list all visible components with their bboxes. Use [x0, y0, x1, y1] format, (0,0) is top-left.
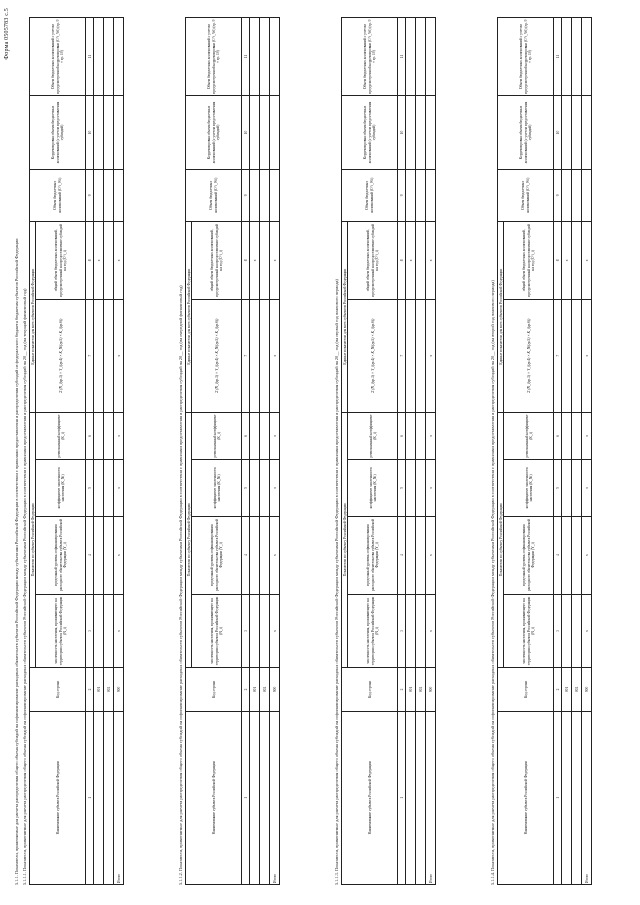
cell-col-6[interactable] — [94, 412, 104, 460]
col-header-pop: численность населения, проживающего на территории субъекта Российской Федерации (N_i) — [504, 594, 554, 668]
column-numbers-row — [86, 18, 94, 885]
total-col-9[interactable] — [114, 169, 124, 221]
cell-name[interactable] — [416, 711, 426, 884]
column-number: 5 — [242, 460, 250, 516]
cell-code: 001 — [406, 668, 416, 711]
cell-col-9[interactable] — [94, 169, 104, 221]
total-col-3[interactable]: x — [426, 594, 436, 668]
cell-col-7[interactable] — [572, 299, 582, 412]
section-3 — [334, 17, 436, 885]
total-label: Итого — [270, 711, 280, 884]
section-title: 5.1.1.1. Показатели, применяемые для расчета распределения общего объема субсидий на софинансирование расходных обязательств субъектов Российской Федерации между субъектами Российской Федерации в соответствии с правилами предоставления и распределения субсидий на 20__ год (на текущий финансовый год) — [22, 288, 27, 885]
total-col-4[interactable]: x — [114, 516, 124, 594]
cell-col-3[interactable] — [94, 594, 104, 668]
total-col-10[interactable] — [114, 96, 124, 170]
cell-col-8[interactable]: x — [94, 221, 104, 299]
column-number: 7 — [554, 299, 562, 412]
column-number: 1 — [86, 711, 94, 884]
col-header-pop: численность населения, проживающего на территории субъекта Российской Федерации (N_i) — [348, 594, 398, 668]
total-col-6[interactable]: x — [114, 412, 124, 460]
col-header-indicators-group: Показатели по субъекту Российской Федерации — [186, 412, 192, 668]
column-number: 4 — [554, 516, 562, 594]
cell-col-7[interactable] — [562, 299, 572, 412]
cell-col-3[interactable] — [416, 594, 426, 668]
cell-col-8[interactable]: x — [250, 221, 260, 299]
cell-col-8[interactable] — [104, 221, 114, 299]
column-number: 7 — [398, 299, 406, 412]
col-header-pop: численность населения, проживающего на территории субъекта Российской Федерации (N_i) — [36, 594, 86, 668]
cell-col-8[interactable]: x — [562, 221, 572, 299]
cell-col-11[interactable] — [406, 18, 416, 96]
column-number: 11 — [554, 18, 562, 96]
column-number: 4 — [242, 516, 250, 594]
col-header-coef-num: коэффициент численности населения (K_Ni) — [192, 460, 242, 516]
col-header-subsidy-amount: Объем бюджетных ассигнований (С^i_Wi) — [342, 169, 398, 221]
total-col-3[interactable]: x — [114, 594, 124, 668]
cell-col-10[interactable] — [416, 96, 426, 170]
cell-col-6[interactable] — [572, 412, 582, 460]
cell-col-4[interactable] — [104, 516, 114, 594]
column-number: 4 — [86, 516, 94, 594]
cell-col-4[interactable] — [406, 516, 416, 594]
col-header-adjust: Корректировка объема бюджетных ассигнований (с учетом предоставления субсидий) — [342, 96, 398, 170]
cell-col-11[interactable] — [260, 18, 270, 96]
cell-code: 002 — [260, 668, 270, 711]
col-header-coef-num: коэффициент численности населения (K_Ni) — [504, 460, 554, 516]
total-col-8[interactable]: x — [114, 221, 124, 299]
cell-col-7[interactable] — [250, 299, 260, 412]
column-number: 4 — [398, 516, 406, 594]
total-code: 900 — [582, 668, 592, 711]
column-number: 3 — [398, 594, 406, 668]
total-col-9[interactable] — [270, 169, 280, 221]
cell-col-6[interactable] — [562, 412, 572, 460]
cell-code: 002 — [572, 668, 582, 711]
cell-col-11[interactable] — [562, 18, 572, 96]
total-col-7[interactable]: x — [114, 299, 124, 412]
col-header-coef-reg: региональный коэффициент (K_i) — [348, 412, 398, 460]
column-number: 1 — [242, 711, 250, 884]
main-heading: 5.1.1. Показатели, применяемые для расчета распределения общего объема субсидий на софинансирование расходных обязательств субъектов Российской Федерации между субъектами Российской Федерации в соответствии с правилами предоставления и распределения субсидий из федерального бюджета бюджетам субъектов Российской Федерации — [14, 238, 19, 885]
column-number: 2 — [398, 668, 406, 711]
total-col-4[interactable]: x — [582, 516, 592, 594]
cell-col-3[interactable] — [406, 594, 416, 668]
column-number: 11 — [86, 18, 94, 96]
cell-col-8[interactable] — [416, 221, 426, 299]
column-number: 8 — [86, 221, 94, 299]
column-number: 10 — [242, 96, 250, 170]
column-numbers-row — [398, 18, 406, 885]
total-col-10[interactable] — [426, 96, 436, 170]
column-number: 9 — [86, 169, 94, 221]
total-row — [270, 18, 280, 885]
cell-code: 002 — [416, 668, 426, 711]
cell-col-8[interactable] — [572, 221, 582, 299]
col-header-subsidy-amount: Объем бюджетных ассигнований (С^i_Wi) — [186, 169, 242, 221]
total-code: 900 — [270, 668, 280, 711]
col-header-result: Объем бюджетных ассигнований с учетом предусмотренной корректировки (С^i_Wi) (гр. 9 + гр. 10) — [498, 18, 554, 96]
col-header-code: Код строки — [342, 668, 398, 711]
cell-col-11[interactable] — [572, 18, 582, 96]
form-code: Форма 0505783 с.5 — [4, 8, 10, 60]
table-row — [250, 18, 260, 885]
cell-code: 001 — [250, 668, 260, 711]
cell-code: 002 — [104, 668, 114, 711]
cell-col-3[interactable] — [104, 594, 114, 668]
column-number: 8 — [554, 221, 562, 299]
section-title: 5.1.1.3. Показатели, применяемые для расчета распределения общего объема субсидий на софинансирование расходных обязательств субъектов Российской Федерации между субъектами Российской Федерации в соответствии с правилами предоставления и распределения субсидий на 20__ год (на первый год планового периода) — [334, 279, 339, 885]
col-header-name: Наименование субъекта Российской Федерации — [342, 711, 398, 884]
cell-col-5[interactable] — [260, 460, 270, 516]
col-header-formula: Σ (N_i(гр.3) × Y_i(гр.4) × K_Ni(гр.5) × K_i(гр.6)) — [36, 299, 86, 412]
total-row — [582, 18, 592, 885]
col-header-single-group: Единые показатели для всех субъектов Российской Федерации — [30, 221, 36, 412]
cell-name[interactable] — [562, 711, 572, 884]
total-col-10[interactable] — [270, 96, 280, 170]
cell-col-11[interactable] — [104, 18, 114, 96]
column-number: 9 — [398, 169, 406, 221]
col-header-result: Объем бюджетных ассигнований с учетом предусмотренной корректировки (С^i_Wi) (гр. 9 + гр. 10) — [186, 18, 242, 96]
table-row — [260, 18, 270, 885]
cell-col-6[interactable] — [250, 412, 260, 460]
column-numbers-row — [242, 18, 250, 885]
cell-col-7[interactable] — [104, 299, 114, 412]
column-number: 1 — [554, 711, 562, 884]
col-header-level: предельный уровень софинансирования расходного обязательства субъекта Российской Федерации (Y_i) — [36, 516, 86, 594]
column-number: 11 — [242, 18, 250, 96]
col-header-total-funds: общий объем бюджетных ассигнований, предусмотренный на предоставление субсидий на год (С^i_i) — [504, 221, 554, 299]
total-col-11[interactable] — [582, 18, 592, 96]
col-header-single-group: Единые показатели для всех субъектов Российской Федерации — [342, 221, 348, 412]
cell-col-3[interactable] — [562, 594, 572, 668]
column-number: 2 — [554, 668, 562, 711]
col-header-adjust: Корректировка объема бюджетных ассигнований (с учетом предоставления субсидий) — [498, 96, 554, 170]
section-1 — [22, 17, 124, 885]
total-col-5[interactable]: x — [114, 460, 124, 516]
cell-col-10[interactable] — [104, 96, 114, 170]
cell-col-9[interactable] — [572, 169, 582, 221]
cell-col-8[interactable] — [260, 221, 270, 299]
cell-col-11[interactable] — [94, 18, 104, 96]
column-number: 1 — [398, 711, 406, 884]
col-header-coef-num: коэффициент численности населения (K_Ni) — [348, 460, 398, 516]
cell-name[interactable] — [260, 711, 270, 884]
total-col-7[interactable]: x — [582, 299, 592, 412]
column-number: 9 — [242, 169, 250, 221]
total-row — [426, 18, 436, 885]
column-number: 6 — [398, 412, 406, 460]
col-header-subsidy-amount: Объем бюджетных ассигнований (С^i_Wi) — [498, 169, 554, 221]
column-number: 2 — [86, 668, 94, 711]
column-number: 10 — [86, 96, 94, 170]
cell-col-6[interactable] — [104, 412, 114, 460]
indicator-table — [29, 17, 124, 885]
cell-col-9[interactable] — [416, 169, 426, 221]
col-header-formula: Σ (N_i(гр.3) × Y_i(гр.4) × K_Ni(гр.5) × K_i(гр.6)) — [504, 299, 554, 412]
total-col-11[interactable] — [114, 18, 124, 96]
total-col-8[interactable]: x — [582, 221, 592, 299]
total-col-3[interactable]: x — [270, 594, 280, 668]
total-col-5[interactable]: x — [270, 460, 280, 516]
cell-col-11[interactable] — [250, 18, 260, 96]
col-header-coef-reg: региональный коэффициент (K_i) — [192, 412, 242, 460]
total-col-6[interactable]: x — [582, 412, 592, 460]
total-col-5[interactable]: x — [426, 460, 436, 516]
total-col-7[interactable]: x — [270, 299, 280, 412]
col-header-formula: Σ (N_i(гр.3) × Y_i(гр.4) × K_Ni(гр.5) × K_i(гр.6)) — [348, 299, 398, 412]
total-col-6[interactable]: x — [426, 412, 436, 460]
total-col-5[interactable]: x — [582, 460, 592, 516]
column-number: 3 — [554, 594, 562, 668]
col-header-result: Объем бюджетных ассигнований с учетом предусмотренной корректировки (С^i_Wi) (гр. 9 + гр. 10) — [342, 18, 398, 96]
cell-col-4[interactable] — [250, 516, 260, 594]
cell-col-4[interactable] — [260, 516, 270, 594]
total-col-6[interactable]: x — [270, 412, 280, 460]
cell-col-5[interactable] — [104, 460, 114, 516]
total-col-4[interactable]: x — [426, 516, 436, 594]
col-header-coef-reg: региональный коэффициент (K_i) — [36, 412, 86, 460]
column-numbers-row — [554, 18, 562, 885]
cell-col-9[interactable] — [562, 169, 572, 221]
cell-col-6[interactable] — [260, 412, 270, 460]
cell-col-3[interactable] — [572, 594, 582, 668]
cell-name[interactable] — [250, 711, 260, 884]
total-col-3[interactable]: x — [582, 594, 592, 668]
cell-col-9[interactable] — [406, 169, 416, 221]
column-number: 2 — [242, 668, 250, 711]
col-header-total-funds: общий объем бюджетных ассигнований, предусмотренный на предоставление субсидий на год (С^i_i) — [192, 221, 242, 299]
column-number: 3 — [242, 594, 250, 668]
section-title: 5.1.1.4. Показатели, применяемые для расчета распределения общего объема субсидий на софинансирование расходных обязательств субъектов Российской Федерации между субъектами Российской Федерации в соответствии с правилами предоставления и распределения субсидий на 20__ год (на второй год планового периода) — [490, 280, 495, 885]
col-header-level: предельный уровень софинансирования расходного обязательства субъекта Российской Федерации (Y_i) — [504, 516, 554, 594]
table-row — [104, 18, 114, 885]
column-number: 9 — [554, 169, 562, 221]
table-row — [562, 18, 572, 885]
col-header-coef-num: коэффициент численности населения (K_Ni) — [36, 460, 86, 516]
total-col-10[interactable] — [582, 96, 592, 170]
col-header-adjust: Корректировка объема бюджетных ассигнований (с учетом предоставления субсидий) — [30, 96, 86, 170]
col-header-result: Объем бюджетных ассигнований с учетом предусмотренной корректировки (С^i_Wi) (гр. 9 + гр. 10) — [30, 18, 86, 96]
total-col-9[interactable] — [582, 169, 592, 221]
column-number: 6 — [86, 412, 94, 460]
cell-col-7[interactable] — [416, 299, 426, 412]
col-header-adjust: Корректировка объема бюджетных ассигнований (с учетом предоставления субсидий) — [186, 96, 242, 170]
cell-col-3[interactable] — [260, 594, 270, 668]
cell-name[interactable] — [572, 711, 582, 884]
col-header-code: Код строки — [30, 668, 86, 711]
total-label: Итого — [582, 711, 592, 884]
column-number: 10 — [398, 96, 406, 170]
column-number: 5 — [86, 460, 94, 516]
column-number: 6 — [242, 412, 250, 460]
cell-col-8[interactable]: x — [406, 221, 416, 299]
indicator-table — [497, 17, 592, 885]
column-number: 10 — [554, 96, 562, 170]
cell-col-10[interactable] — [94, 96, 104, 170]
cell-col-9[interactable] — [260, 169, 270, 221]
col-header-indicators-group: Показатели по субъекту Российской Федерации — [342, 412, 348, 668]
cell-name[interactable] — [94, 711, 104, 884]
cell-col-3[interactable] — [250, 594, 260, 668]
total-col-9[interactable] — [426, 169, 436, 221]
column-number: 11 — [398, 18, 406, 96]
col-header-total-funds: общий объем бюджетных ассигнований, предусмотренный на предоставление субсидий на год (С^i_i) — [36, 221, 86, 299]
section-4 — [490, 17, 592, 885]
total-row — [114, 18, 124, 885]
section-title: 5.1.1.2. Показатели, применяемые для расчета распределения общего объема субсидий на софинансирование расходных обязательств субъектов Российской Федерации между субъектами Российской Федерации в соответствии с правилами предоставления и распределения субсидий на 20__ год (на очередной финансовый год) — [178, 285, 183, 885]
col-header-code: Код строки — [186, 668, 242, 711]
total-col-11[interactable] — [270, 18, 280, 96]
col-header-total-funds: общий объем бюджетных ассигнований, предусмотренный на предоставление субсидий на год (С^i_i) — [348, 221, 398, 299]
cell-col-7[interactable] — [94, 299, 104, 412]
cell-col-6[interactable] — [406, 412, 416, 460]
cell-col-10[interactable] — [406, 96, 416, 170]
col-header-subsidy-amount: Объем бюджетных ассигнований (С^i_Wi) — [30, 169, 86, 221]
cell-col-10[interactable] — [250, 96, 260, 170]
section-2 — [178, 17, 280, 885]
cell-col-5[interactable] — [250, 460, 260, 516]
cell-code: 001 — [562, 668, 572, 711]
col-header-level: предельный уровень софинансирования расходного обязательства субъекта Российской Федерации (Y_i) — [192, 516, 242, 594]
cell-col-5[interactable] — [94, 460, 104, 516]
cell-col-4[interactable] — [94, 516, 104, 594]
col-header-indicators-group: Показатели по субъекту Российской Федерации — [30, 412, 36, 668]
total-col-11[interactable] — [426, 18, 436, 96]
col-header-name: Наименование субъекта Российской Федерации — [498, 711, 554, 884]
col-header-formula: Σ (N_i(гр.3) × Y_i(гр.4) × K_Ni(гр.5) × K_i(гр.6)) — [192, 299, 242, 412]
column-number: 8 — [242, 221, 250, 299]
cell-col-5[interactable] — [572, 460, 582, 516]
column-number: 7 — [86, 299, 94, 412]
cell-col-7[interactable] — [260, 299, 270, 412]
cell-col-7[interactable] — [406, 299, 416, 412]
total-code: 900 — [426, 668, 436, 711]
table-row — [416, 18, 426, 885]
cell-col-5[interactable] — [562, 460, 572, 516]
cell-col-4[interactable] — [416, 516, 426, 594]
column-number: 7 — [242, 299, 250, 412]
indicator-table — [341, 17, 436, 885]
total-col-8[interactable]: x — [270, 221, 280, 299]
col-header-single-group: Единые показатели для всех субъектов Российской Федерации — [186, 221, 192, 412]
total-label: Итого — [426, 711, 436, 884]
col-header-level: предельный уровень софинансирования расходного обязательства субъекта Российской Федерации (Y_i) — [348, 516, 398, 594]
cell-col-9[interactable] — [104, 169, 114, 221]
cell-col-11[interactable] — [416, 18, 426, 96]
cell-col-5[interactable] — [406, 460, 416, 516]
col-header-coef-reg: региональный коэффициент (K_i) — [504, 412, 554, 460]
cell-name[interactable] — [104, 711, 114, 884]
cell-col-10[interactable] — [562, 96, 572, 170]
cell-col-9[interactable] — [250, 169, 260, 221]
column-number: 6 — [554, 412, 562, 460]
total-label: Итого — [114, 711, 124, 884]
col-header-name: Наименование субъекта Российской Федерации — [186, 711, 242, 884]
cell-code: 001 — [94, 668, 104, 711]
column-number: 5 — [554, 460, 562, 516]
col-header-code: Код строки — [498, 668, 554, 711]
total-col-8[interactable]: x — [426, 221, 436, 299]
total-col-4[interactable]: x — [270, 516, 280, 594]
cell-col-6[interactable] — [416, 412, 426, 460]
col-header-indicators-group: Показатели по субъекту Российской Федерации — [498, 412, 504, 668]
cell-name[interactable] — [406, 711, 416, 884]
column-number: 8 — [398, 221, 406, 299]
col-header-name: Наименование субъекта Российской Федерации — [30, 711, 86, 884]
table-row — [572, 18, 582, 885]
table-row — [406, 18, 416, 885]
column-number: 3 — [86, 594, 94, 668]
col-header-pop: численность населения, проживающего на территории субъекта Российской Федерации (N_i) — [192, 594, 242, 668]
total-col-7[interactable]: x — [426, 299, 436, 412]
cell-col-10[interactable] — [260, 96, 270, 170]
cell-col-5[interactable] — [416, 460, 426, 516]
column-number: 5 — [398, 460, 406, 516]
total-code: 900 — [114, 668, 124, 711]
table-row — [94, 18, 104, 885]
indicator-table — [185, 17, 280, 885]
cell-col-4[interactable] — [572, 516, 582, 594]
cell-col-4[interactable] — [562, 516, 572, 594]
cell-col-10[interactable] — [572, 96, 582, 170]
col-header-single-group: Единые показатели для всех субъектов Российской Федерации — [498, 221, 504, 412]
